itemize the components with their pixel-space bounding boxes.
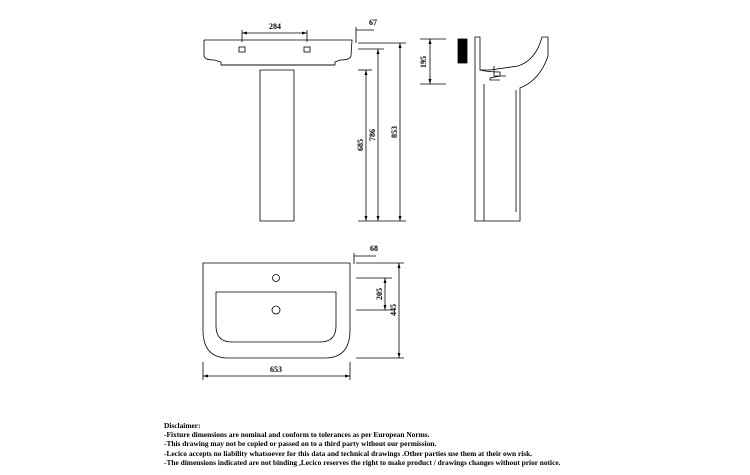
label-685: 685 xyxy=(356,139,365,151)
side-basin-outline xyxy=(475,37,548,221)
plan-basin-outline xyxy=(203,263,350,358)
disclaimer-line: -The dimensions indicated are not binding ,Lecico reserves the right to make product / drawings changes without prior notice. xyxy=(164,457,561,467)
front-elevation xyxy=(204,30,352,221)
wall-bracket xyxy=(458,39,467,63)
label-284: 284 xyxy=(269,22,281,31)
label-853: 853 xyxy=(390,126,399,138)
tap-hole xyxy=(273,275,280,282)
plan-view xyxy=(203,253,404,380)
label-653: 653 xyxy=(270,365,282,374)
label-67: 67 xyxy=(369,18,377,27)
label-68: 68 xyxy=(370,244,378,253)
label-786: 786 xyxy=(368,129,377,141)
side-elevation xyxy=(458,37,548,221)
disclaimer-line: -Fixture dimensions are nominal and conform to tolerances as per European Norms. xyxy=(164,430,430,440)
right-fixing-slot xyxy=(304,47,310,52)
disclaimer-block xyxy=(164,421,744,467)
disclaimer-line: -Lecico accepts no liability whatsoever for this data and technical drawings .Other parties use them at their own risk. xyxy=(164,448,533,458)
disclaimer-line: -This drawing may not be copied or passed on to a third party without our permission. xyxy=(164,439,437,449)
plan-bowl-outline xyxy=(216,292,336,342)
side-basin-inner xyxy=(480,70,500,80)
waste-hole xyxy=(272,306,280,314)
label-445: 445 xyxy=(389,304,398,316)
front-pedestal xyxy=(260,70,294,221)
dimension-arrows xyxy=(203,32,432,378)
front-basin-outline xyxy=(204,40,352,65)
label-195: 195 xyxy=(419,56,428,68)
disclaimer-title: Disclaimer: xyxy=(164,421,201,430)
label-205: 205 xyxy=(375,288,384,300)
height-dimensions xyxy=(356,27,446,221)
left-fixing-slot xyxy=(239,47,245,52)
